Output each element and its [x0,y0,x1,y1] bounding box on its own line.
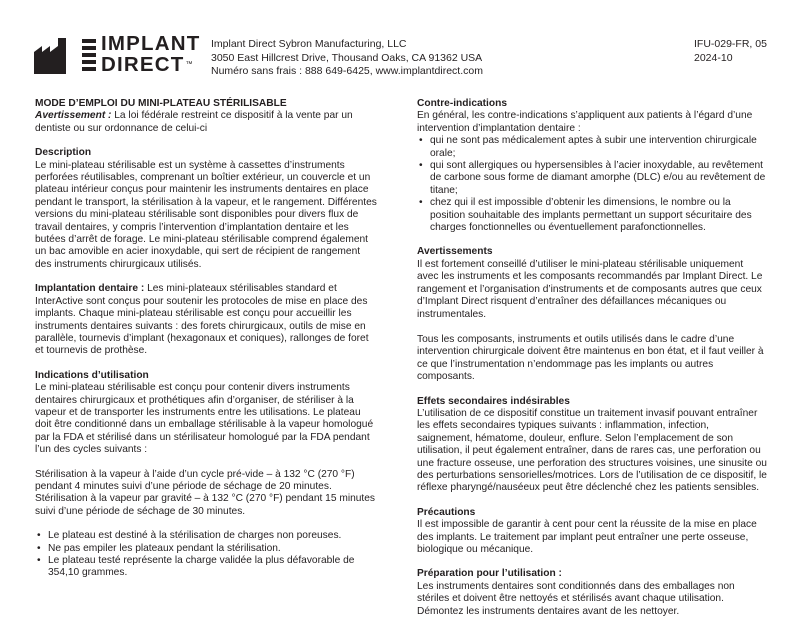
warning-paragraph [35,110,378,135]
bullet-icon: • [419,197,423,209]
steam-gravity-text: Stérilisation à la vapeur par gravité – à 132 °C (270 °F) pendant 15 minutes suivi d’une période de séchage de 30 minutes. [35,493,375,517]
precautions-text: Il est impossible de garantir à cent pour cent la réussite de la mise en place des implants. Le traitement par implant peut entraîner une perte osseuse, biologique ou mécanique. [417,519,757,555]
contraindications-text: En général, les contre-indications s’appliquent aux patients à l’égard d’une intervention d’implantation dentaire : [417,110,753,134]
warning-text: La loi fédérale restreint ce dispositif à la vente par un dentiste ou sur ordonnance de celui-ci [35,110,353,134]
preparation-text: Les instruments dentaires sont conditionnés dans des emballages non stériles et doivent être nettoyés et stérilisés avant chaque utilisation. Démontez les instruments dentaires avant de les nettoyer. [417,580,735,617]
preparation-heading: Préparation pour l’utilisation : [417,568,562,580]
list-item: • Le plateau est destiné à la stérilisation de charges non poreuses. [37,530,342,542]
company-contact: Numéro sans frais : 888 649-6425, www.implantdirect.com [211,65,483,78]
brand-mark-icon [82,39,96,71]
document-title: MODE D’EMPLOI DU MINI-PLATEAU STÉRILISABLE [35,98,287,109]
steam-prevac-text: Stérilisation à la vapeur à l’aide d’un cycle pré-vide – à 132 °C (270 °F) pendant 4 minutes suivi d’une période de séchage de 20 minutes. [35,468,355,492]
trademark-symbol: ™ [185,61,193,68]
list-item: • qui sont allergiques ou hypersensibles à l’acier inoxydable, au revêtement de carbone sous forme de diamant amorphe (DLC) e/ou au revêtement de titane; [419,160,766,196]
ifu-code: IFU-029-FR, 05 [694,38,767,50]
description-heading: Description [35,147,92,159]
contraindications-heading: Contre-indications [417,98,507,109]
implantation-text: Les mini-plateaux stérilisables standard et InterActive sont conçus pour soutenir les protocoles de mise en place des implants. Chaque mini-plateau stérilisable est conçu pour accueillir les instruments dentaires suivants : des forets chirurgicaux, outils de mise en parallèle, tournevis d’implant (hexagonaux et coniques), rallonges de foret et tournevis de prothèse. [35,283,369,357]
bullet-icon: • [37,542,41,554]
precautions-heading: Précautions [417,506,476,518]
ifu-date: 2024-10 [694,51,733,64]
warnings-text-2: Tous les composants, instruments et outils utilisés dans le cadre d’une intervention chirurgicale doivent être maintenus en bon état, et il faut veiller à ce que l’instrumentation n’endommage pas les implants ou autres composants. [417,333,764,383]
bullet-icon: • [419,160,423,172]
company-address: 3050 East Hillcrest Drive, Thousand Oaks, CA 91362 USA [211,51,483,64]
brand-name-line2: DIRECT™ [101,53,193,76]
bullet-icon: • [37,530,41,542]
contraindications-bullets [417,135,767,234]
list-item: • Ne pas empiler les plateaux pendant la stérilisation. [37,542,281,554]
indications-text: Le mini-plateau stérilisable est conçu pour contenir divers instruments dentaires chirurgicaux et prothétiques afin d’organiser, de stériliser à la vapeur et de transporter les instruments entre les utilisations. Le plateau doit être conditionné dans un emballage stérilisable à la vapeur homologué par la FDA et stérilisé dans un stérilisateur homologué par la FDA pendant l’un des cycles suivants : [35,382,374,456]
bullet-icon: • [37,555,41,566]
warnings-heading: Avertissements [417,246,493,258]
list-item: • chez qui il est impossible d’obtenir les dimensions, le nombre ou la position souhaitable des implants permettant un support sécuritaire des charges fonctionnelles ou éventuellement parafonctionnelles. [419,197,752,234]
implantation-label: Implantation dentaire : [35,283,145,295]
list-item: • qui ne sont pas médicalement aptes à subir une intervention chirurgicale orale; [419,135,757,159]
left-column [35,98,378,580]
warning-label: Avertissement : [35,110,112,122]
right-column [417,98,767,618]
brand-name-line1: IMPLANT [101,32,201,55]
factory-logo-icon [34,38,68,74]
bullet-icon: • [419,135,423,147]
list-item: • Le plateau testé représente la charge validée la plus défavorable de 354,10 grammes. [37,555,355,579]
side-effects-text: L’utilisation de ce dispositif constitue un traitement invasif pouvant entraîner les effets secondaires typiques suivants : inflammation, infection, saignement, hématome, douleur, enflure. Selon l’emplacement de son utilisation, il peut également entraîner, dans de rares cas, une perforation ou une fracture osseuse, une perforation des structures voisines, une sinusite ou des perturbations sensorielles/motrices. Lors de l’utilisation de ce dispositif, le réflexe pharyngé/nauséeux peut être déclenché chez les patients sensibles. [417,407,767,494]
indications-heading: Indications d’utilisation [35,369,149,381]
side-effects-heading: Effets secondaires indésirables [417,395,570,407]
ifu-info [694,38,784,65]
warnings-text: Il est fortement conseillé d’utiliser le mini-plateau stérilisable uniquement avec les instruments et les composants recommandés par Implant Direct. Le rangement et l’organisation d’instruments et de composants autres que ceux d’Implant Direct risquent d’entraîner des défaillances mécaniques ou instrumentales. [417,258,763,320]
company-name: Implant Direct Sybron Manufacturing, LLC [211,38,407,50]
implantation-paragraph [35,283,378,357]
company-info [211,38,541,79]
description-text: Le mini-plateau stérilisable est un système à cassettes d’instruments perforées réutilisables, comprenant un boîtier extérieur, un couvercle et un plateau intérieur conçus pour maintenir les instruments dentaires en place pendant le transport, la stérilisation à la vapeur, et le rangement. Différentes versions du mini-plateau stérilisable sont disponibles pour divers flux de travail dentaires, y compris l’intervention d’implantation dentaire et les butées d’arrêt de forage. Le mini-plateau stérilisable comprend également un bac amovible en acier inoxydable, qui sert de récipient de rangement des instruments chirurgicaux utilisés. [35,159,377,270]
sterilization-bullets [35,530,378,580]
